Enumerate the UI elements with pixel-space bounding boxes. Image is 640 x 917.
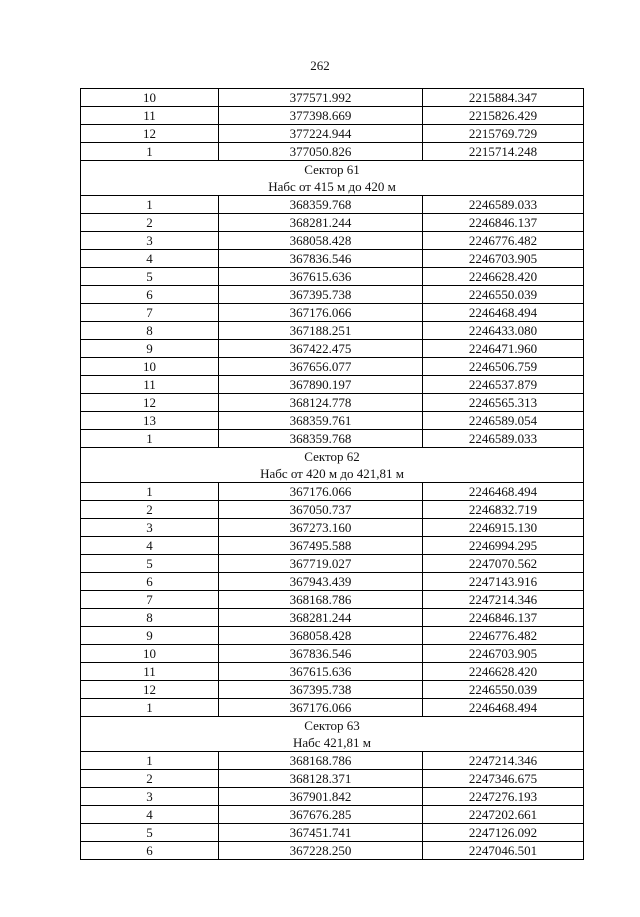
y-coordinate-cell: 2246703.905 xyxy=(423,250,584,268)
y-coordinate-cell: 2246628.420 xyxy=(423,268,584,286)
sector-title: Сектор 62 xyxy=(304,449,360,464)
table-row xyxy=(81,143,584,161)
x-coordinate-cell: 367228.250 xyxy=(219,842,423,860)
x-coordinate-cell: 377050.826 xyxy=(219,143,423,161)
point-number-cell: 12 xyxy=(81,125,219,143)
x-coordinate-cell: 367615.636 xyxy=(219,663,423,681)
point-number-cell: 4 xyxy=(81,806,219,824)
table-row xyxy=(81,483,584,501)
y-coordinate-cell: 2246846.137 xyxy=(423,214,584,232)
point-number-cell: 1 xyxy=(81,483,219,501)
x-coordinate-cell: 368281.244 xyxy=(219,214,423,232)
table-row xyxy=(81,286,584,304)
point-number-cell: 6 xyxy=(81,286,219,304)
x-coordinate-cell: 377398.669 xyxy=(219,107,423,125)
table-row xyxy=(81,752,584,770)
x-coordinate-cell: 367395.738 xyxy=(219,286,423,304)
point-number-cell: 1 xyxy=(81,143,219,161)
y-coordinate-cell: 2215826.429 xyxy=(423,107,584,125)
coordinates-table xyxy=(80,88,584,860)
y-coordinate-cell: 2246846.137 xyxy=(423,609,584,627)
table-row xyxy=(81,196,584,214)
y-coordinate-cell: 2247276.193 xyxy=(423,788,584,806)
point-number-cell: 10 xyxy=(81,89,219,107)
table-row xyxy=(81,89,584,107)
table-row xyxy=(81,232,584,250)
y-coordinate-cell: 2246589.054 xyxy=(423,412,584,430)
point-number-cell: 12 xyxy=(81,681,219,699)
y-coordinate-cell: 2247070.562 xyxy=(423,555,584,573)
x-coordinate-cell: 367890.197 xyxy=(219,376,423,394)
x-coordinate-cell: 368281.244 xyxy=(219,609,423,627)
sector-header-row xyxy=(81,717,584,752)
x-coordinate-cell: 367273.160 xyxy=(219,519,423,537)
y-coordinate-cell: 2247046.501 xyxy=(423,842,584,860)
page-number: 262 xyxy=(310,58,330,73)
x-coordinate-cell: 367676.285 xyxy=(219,806,423,824)
y-coordinate-cell: 2246915.130 xyxy=(423,519,584,537)
table-row xyxy=(81,430,584,448)
x-coordinate-cell: 368359.761 xyxy=(219,412,423,430)
x-coordinate-cell: 368124.778 xyxy=(219,394,423,412)
table-row xyxy=(81,645,584,663)
y-coordinate-cell: 2247143.916 xyxy=(423,573,584,591)
table-row xyxy=(81,681,584,699)
point-number-cell: 7 xyxy=(81,591,219,609)
y-coordinate-cell: 2247346.675 xyxy=(423,770,584,788)
point-number-cell: 1 xyxy=(81,699,219,717)
table-row xyxy=(81,842,584,860)
point-number-cell: 4 xyxy=(81,537,219,555)
x-coordinate-cell: 367176.066 xyxy=(219,699,423,717)
table-row xyxy=(81,268,584,286)
x-coordinate-cell: 367050.737 xyxy=(219,501,423,519)
point-number-cell: 11 xyxy=(81,376,219,394)
table-row xyxy=(81,609,584,627)
y-coordinate-cell: 2246550.039 xyxy=(423,681,584,699)
y-coordinate-cell: 2246994.295 xyxy=(423,537,584,555)
point-number-cell: 13 xyxy=(81,412,219,430)
x-coordinate-cell: 368128.371 xyxy=(219,770,423,788)
table-row xyxy=(81,824,584,842)
table-row xyxy=(81,501,584,519)
sector-header-cell xyxy=(81,448,584,483)
table-row xyxy=(81,663,584,681)
point-number-cell: 9 xyxy=(81,627,219,645)
x-coordinate-cell: 368168.786 xyxy=(219,752,423,770)
point-number-cell: 9 xyxy=(81,340,219,358)
table-row xyxy=(81,358,584,376)
y-coordinate-cell: 2246589.033 xyxy=(423,196,584,214)
point-number-cell: 1 xyxy=(81,430,219,448)
x-coordinate-cell: 367901.842 xyxy=(219,788,423,806)
table-row xyxy=(81,788,584,806)
x-coordinate-cell: 368058.428 xyxy=(219,627,423,645)
x-coordinate-cell: 368359.768 xyxy=(219,430,423,448)
sector-header-cell xyxy=(81,717,584,752)
point-number-cell: 5 xyxy=(81,268,219,286)
y-coordinate-cell: 2246703.905 xyxy=(423,645,584,663)
table-row xyxy=(81,591,584,609)
table-row xyxy=(81,555,584,573)
table-row xyxy=(81,125,584,143)
y-coordinate-cell: 2246776.482 xyxy=(423,232,584,250)
point-number-cell: 2 xyxy=(81,501,219,519)
point-number-cell: 1 xyxy=(81,752,219,770)
point-number-cell: 6 xyxy=(81,842,219,860)
sector-elevation-range: Набс 421,81 м xyxy=(292,735,372,750)
table-row xyxy=(81,304,584,322)
y-coordinate-cell: 2246776.482 xyxy=(423,627,584,645)
table-row xyxy=(81,573,584,591)
table-row xyxy=(81,107,584,125)
table-row xyxy=(81,627,584,645)
x-coordinate-cell: 367451.741 xyxy=(219,824,423,842)
x-coordinate-cell: 367836.546 xyxy=(219,250,423,268)
table-row xyxy=(81,376,584,394)
y-coordinate-cell: 2247214.346 xyxy=(423,752,584,770)
point-number-cell: 6 xyxy=(81,573,219,591)
point-number-cell: 2 xyxy=(81,770,219,788)
x-coordinate-cell: 377224.944 xyxy=(219,125,423,143)
sector-header-row xyxy=(81,448,584,483)
y-coordinate-cell: 2246565.313 xyxy=(423,394,584,412)
point-number-cell: 7 xyxy=(81,304,219,322)
point-number-cell: 11 xyxy=(81,663,219,681)
coordinates-table-body xyxy=(81,89,584,860)
point-number-cell: 11 xyxy=(81,107,219,125)
y-coordinate-cell: 2246468.494 xyxy=(423,699,584,717)
table-row xyxy=(81,250,584,268)
x-coordinate-cell: 368058.428 xyxy=(219,232,423,250)
point-number-cell: 4 xyxy=(81,250,219,268)
sector-header-row xyxy=(81,161,584,196)
sector-elevation-range: Набс от 415 м до 420 м xyxy=(268,179,396,194)
point-number-cell: 10 xyxy=(81,358,219,376)
y-coordinate-cell: 2246537.879 xyxy=(423,376,584,394)
table-row xyxy=(81,394,584,412)
y-coordinate-cell: 2215769.729 xyxy=(423,125,584,143)
y-coordinate-cell: 2246589.033 xyxy=(423,430,584,448)
x-coordinate-cell: 367422.475 xyxy=(219,340,423,358)
y-coordinate-cell: 2246628.420 xyxy=(423,663,584,681)
y-coordinate-cell: 2246506.759 xyxy=(423,358,584,376)
y-coordinate-cell: 2215884.347 xyxy=(423,89,584,107)
y-coordinate-cell: 2246468.494 xyxy=(423,304,584,322)
point-number-cell: 2 xyxy=(81,214,219,232)
y-coordinate-cell: 2247202.661 xyxy=(423,806,584,824)
point-number-cell: 3 xyxy=(81,519,219,537)
table-row xyxy=(81,806,584,824)
point-number-cell: 8 xyxy=(81,609,219,627)
x-coordinate-cell: 368168.786 xyxy=(219,591,423,609)
x-coordinate-cell: 377571.992 xyxy=(219,89,423,107)
y-coordinate-cell: 2246468.494 xyxy=(423,483,584,501)
x-coordinate-cell: 367719.027 xyxy=(219,555,423,573)
sector-title: Сектор 63 xyxy=(304,718,360,733)
point-number-cell: 10 xyxy=(81,645,219,663)
x-coordinate-cell: 367836.546 xyxy=(219,645,423,663)
table-row xyxy=(81,322,584,340)
y-coordinate-cell: 2246832.719 xyxy=(423,501,584,519)
table-row xyxy=(81,519,584,537)
table-row xyxy=(81,340,584,358)
x-coordinate-cell: 367176.066 xyxy=(219,483,423,501)
x-coordinate-cell: 367943.439 xyxy=(219,573,423,591)
y-coordinate-cell: 2247126.092 xyxy=(423,824,584,842)
point-number-cell: 1 xyxy=(81,196,219,214)
point-number-cell: 5 xyxy=(81,555,219,573)
x-coordinate-cell: 367615.636 xyxy=(219,268,423,286)
sector-header-cell xyxy=(81,161,584,196)
y-coordinate-cell: 2246433.080 xyxy=(423,322,584,340)
sector-elevation-range: Набс от 420 м до 421,81 м xyxy=(260,466,404,481)
x-coordinate-cell: 367495.588 xyxy=(219,537,423,555)
point-number-cell: 12 xyxy=(81,394,219,412)
table-row xyxy=(81,214,584,232)
table-row xyxy=(81,699,584,717)
y-coordinate-cell: 2246471.960 xyxy=(423,340,584,358)
table-row xyxy=(81,537,584,555)
y-coordinate-cell: 2247214.346 xyxy=(423,591,584,609)
point-number-cell: 5 xyxy=(81,824,219,842)
sector-title: Сектор 61 xyxy=(304,162,360,177)
x-coordinate-cell: 367188.251 xyxy=(219,322,423,340)
table-row xyxy=(81,770,584,788)
y-coordinate-cell: 2246550.039 xyxy=(423,286,584,304)
y-coordinate-cell: 2215714.248 xyxy=(423,143,584,161)
point-number-cell: 8 xyxy=(81,322,219,340)
point-number-cell: 3 xyxy=(81,788,219,806)
x-coordinate-cell: 367395.738 xyxy=(219,681,423,699)
x-coordinate-cell: 367176.066 xyxy=(219,304,423,322)
x-coordinate-cell: 367656.077 xyxy=(219,358,423,376)
x-coordinate-cell: 368359.768 xyxy=(219,196,423,214)
point-number-cell: 3 xyxy=(81,232,219,250)
table-row xyxy=(81,412,584,430)
